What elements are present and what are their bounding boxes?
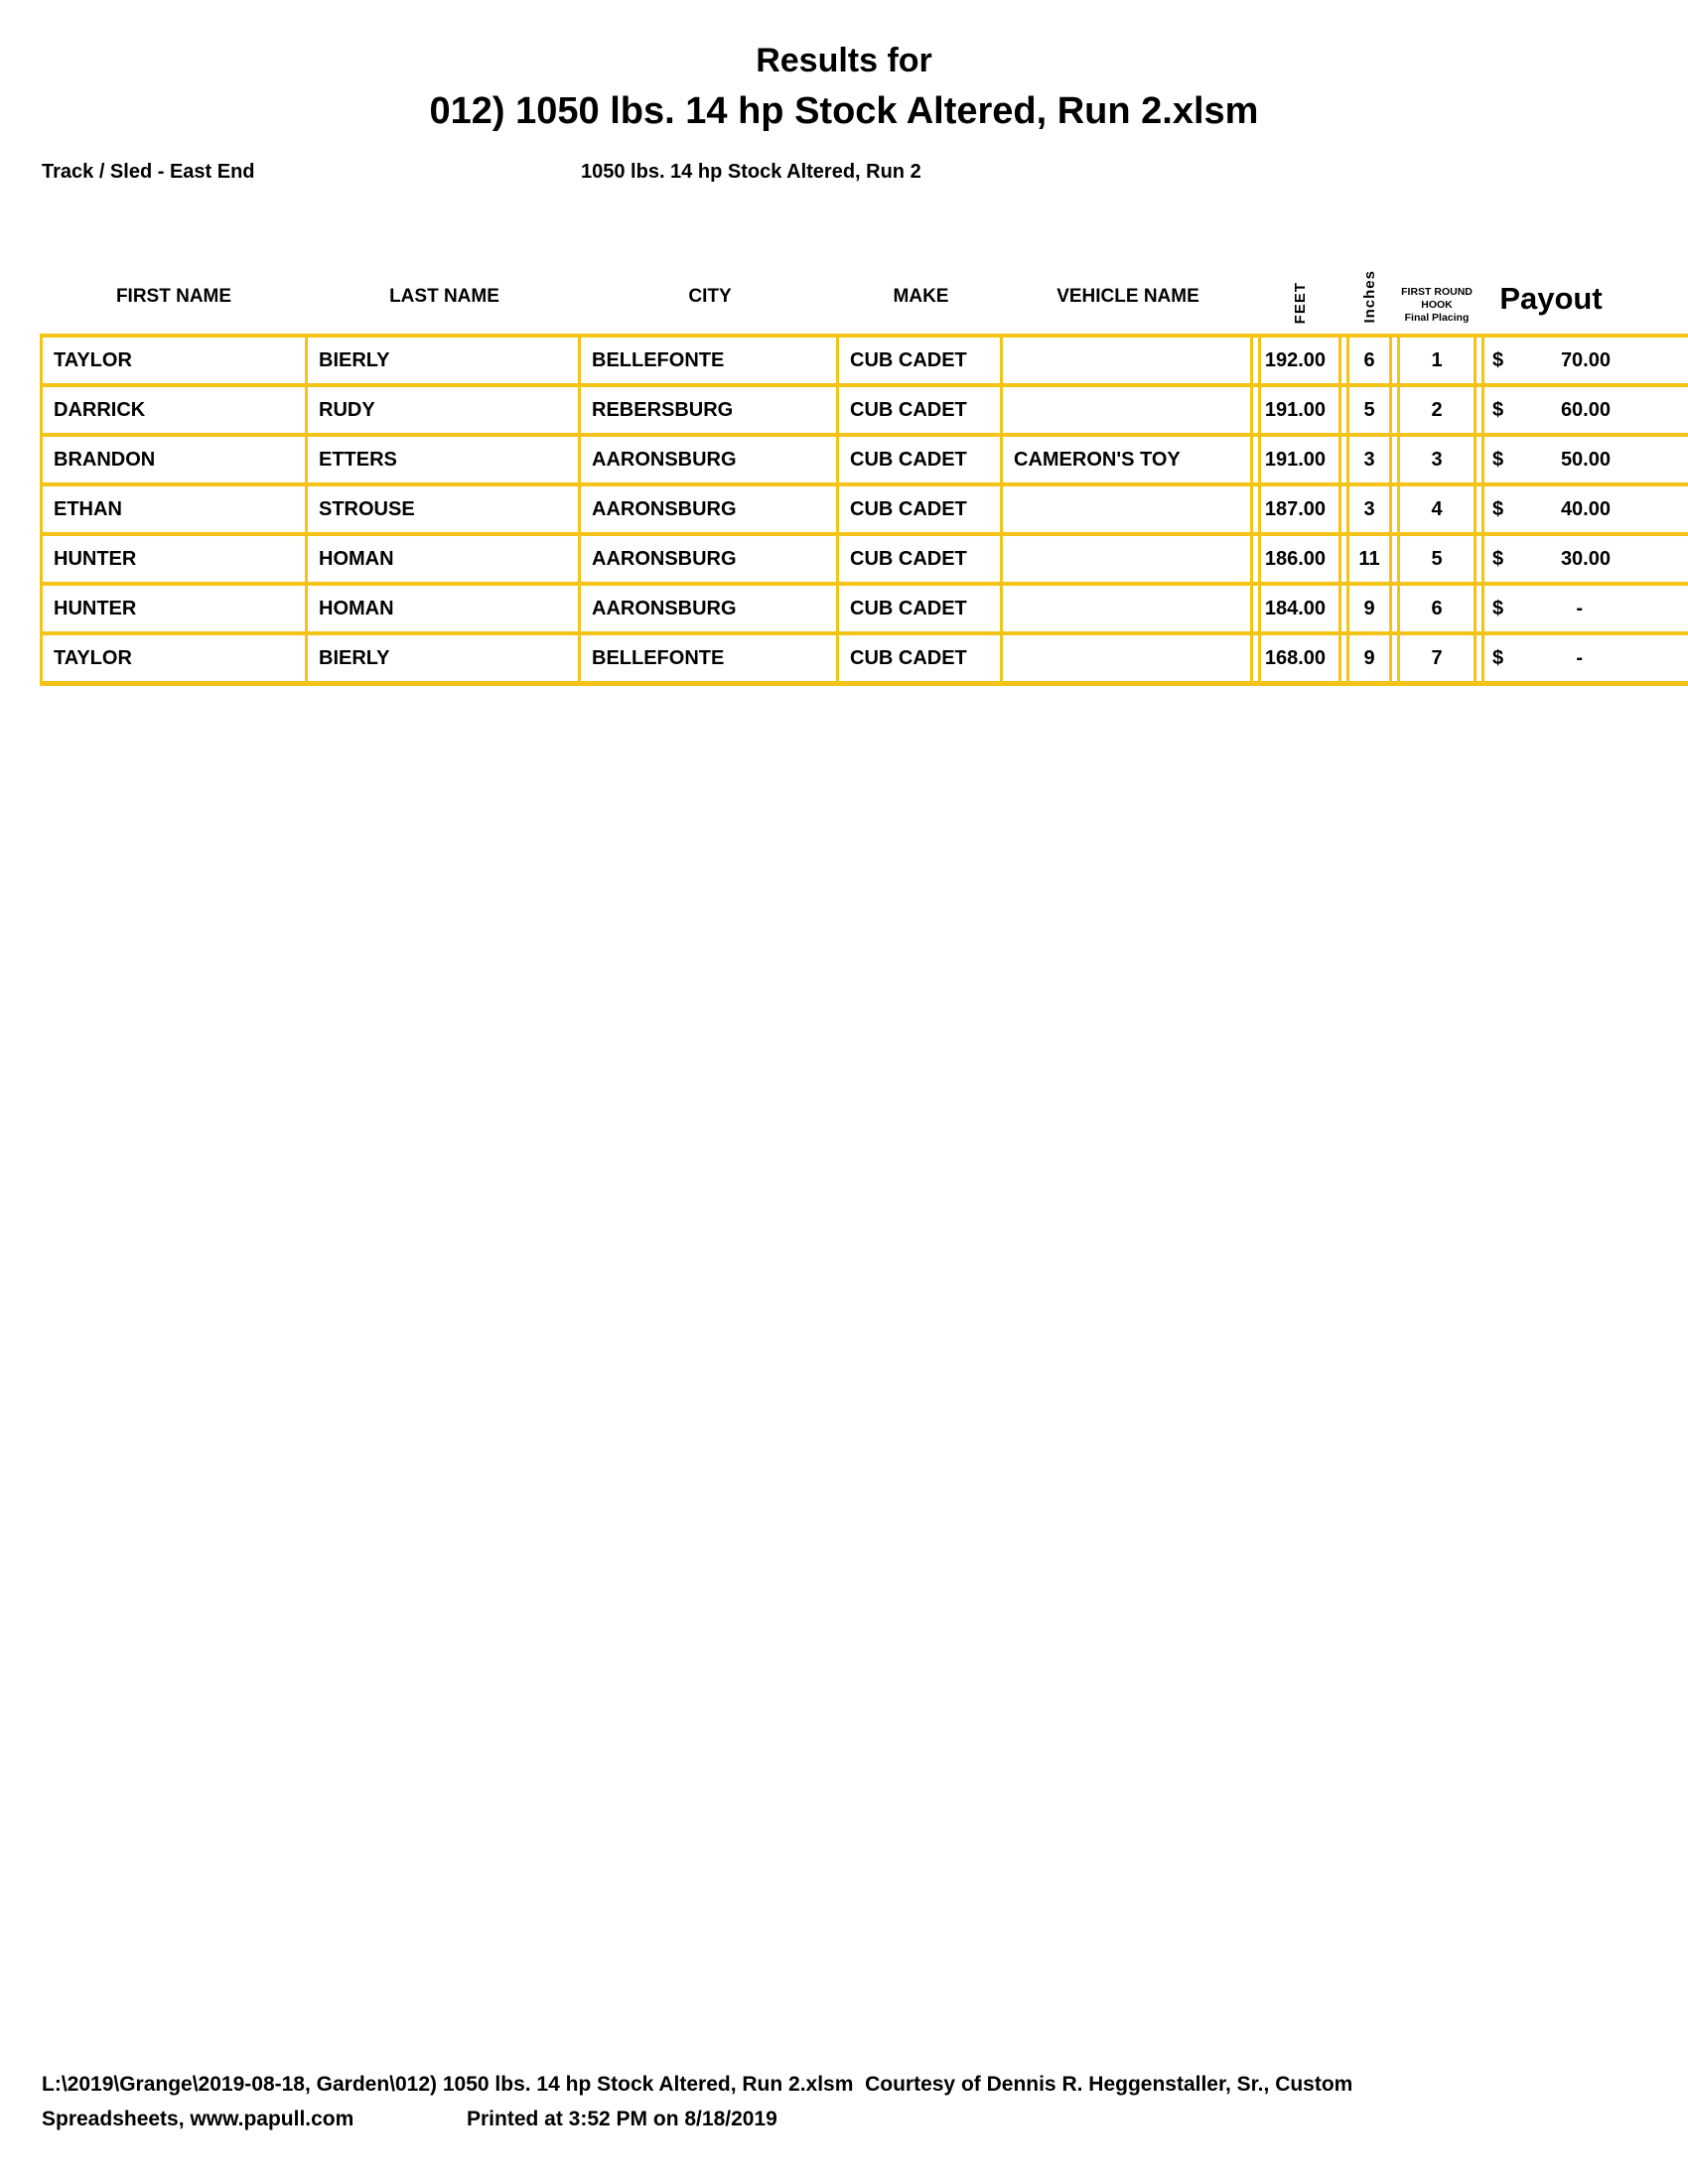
header-city: CITY (688, 286, 732, 307)
footer-website: Spreadsheets, www.papull.com (42, 2108, 354, 2130)
table-row (40, 334, 1688, 387)
city-cell: BELLEFONTE (581, 635, 839, 681)
payout-cell (1481, 387, 1620, 433)
city-cell: AARONSBURG (581, 437, 839, 482)
inches-cell: 9 (1346, 635, 1392, 681)
payout-amount: 30.00 (1560, 547, 1611, 570)
first-name-cell: ETHAN (40, 486, 308, 532)
feet-cell: 191.00 (1258, 387, 1341, 433)
feet-cell: 192.00 (1258, 338, 1341, 383)
city-cell: BELLEFONTE (581, 338, 839, 383)
payout-amount: 60.00 (1560, 398, 1611, 421)
currency-symbol: $ (1492, 448, 1504, 471)
make-cell: CUB CADET (839, 486, 1003, 532)
inches-cell: 5 (1346, 387, 1392, 433)
vehicle-name-cell (1003, 338, 1253, 383)
feet-cell: 184.00 (1258, 586, 1341, 631)
header-payout: Payout (1499, 281, 1603, 316)
page-title: Results for (756, 42, 932, 79)
payout-amount: 40.00 (1560, 497, 1611, 520)
first-name-cell: HUNTER (40, 586, 308, 631)
vehicle-name-cell (1003, 586, 1253, 631)
table-row (40, 486, 1688, 536)
make-cell: CUB CADET (839, 635, 1003, 681)
city-cell: AARONSBURG (581, 536, 839, 582)
last-name-cell: ETTERS (308, 437, 581, 482)
payout-amount: 70.00 (1560, 348, 1611, 371)
feet-cell: 186.00 (1258, 536, 1341, 582)
city-cell: REBERSBURG (581, 387, 839, 433)
first-name-cell: BRANDON (40, 437, 308, 482)
table-row (40, 635, 1688, 686)
make-cell: CUB CADET (839, 338, 1003, 383)
make-cell: CUB CADET (839, 536, 1003, 582)
table-row (40, 387, 1688, 437)
placing-cell: 5 (1397, 536, 1477, 582)
currency-symbol: $ (1492, 646, 1504, 669)
make-cell: CUB CADET (839, 437, 1003, 482)
table-row (40, 586, 1688, 635)
city-cell: AARONSBURG (581, 486, 839, 532)
inches-cell: 3 (1346, 437, 1392, 482)
payout-cell (1481, 486, 1620, 532)
results-table (40, 334, 1688, 686)
payout-cell (1481, 338, 1620, 383)
vehicle-name-cell: CAMERON'S TOY (1003, 437, 1253, 482)
inches-cell: 3 (1346, 486, 1392, 532)
make-cell: CUB CADET (839, 387, 1003, 433)
table-header-row (40, 189, 1688, 334)
currency-symbol: $ (1492, 597, 1504, 619)
placing-cell: 3 (1397, 437, 1477, 482)
header-inches-label: Inches (1360, 270, 1378, 324)
payout-cell (1481, 536, 1620, 582)
last-name-cell: HOMAN (308, 536, 581, 582)
currency-symbol: $ (1492, 497, 1504, 520)
currency-symbol: $ (1492, 398, 1504, 421)
footer (42, 2071, 1630, 2134)
header-last-name: LAST NAME (389, 286, 499, 307)
vehicle-name-cell (1003, 387, 1253, 433)
track-sled-label: Track / Sled - East End (42, 161, 255, 183)
header-hook-line3: Final Placing (1404, 312, 1470, 324)
placing-cell: 7 (1397, 635, 1477, 681)
header-first-round-hook (1397, 286, 1477, 334)
header-hook-line1: FIRST ROUND (1401, 286, 1473, 298)
class-label: 1050 lbs. 14 hp Stock Altered, Run 2 (581, 161, 921, 183)
first-name-cell: TAYLOR (40, 635, 308, 681)
placing-cell: 1 (1397, 338, 1477, 383)
meta-row (0, 161, 1688, 189)
header-make: MAKE (893, 286, 949, 307)
header-hook-text (1401, 286, 1473, 325)
header-first-name: FIRST NAME (115, 286, 232, 307)
last-name-cell: BIERLY (308, 338, 581, 383)
footer-path-courtesy: L:\2019\Grange\2019-08-18, Garden\012) 1050 lbs. 14 hp Stock Altered, Run 2.xlsm Courtesy of Dennis R. Heggenstaller, Sr., Custom (42, 2073, 1353, 2096)
table-row (40, 437, 1688, 486)
last-name-cell: HOMAN (308, 586, 581, 631)
feet-cell: 191.00 (1258, 437, 1341, 482)
header-feet-label: FEET (1291, 281, 1309, 324)
payout-cell (1481, 586, 1620, 631)
page-subtitle-filename: 012) 1050 lbs. 14 hp Stock Altered, Run 2.xlsm (429, 90, 1259, 132)
payout-amount: 50.00 (1560, 448, 1611, 471)
first-name-cell: TAYLOR (40, 338, 308, 383)
city-cell: AARONSBURG (581, 586, 839, 631)
inches-cell: 11 (1346, 536, 1392, 582)
last-name-cell: RUDY (308, 387, 581, 433)
make-cell: CUB CADET (839, 586, 1003, 631)
vehicle-name-cell (1003, 635, 1253, 681)
footer-printed-timestamp: Printed at 3:52 PM on 8/18/2019 (467, 2108, 777, 2130)
header-feet (1258, 282, 1341, 334)
first-name-cell: HUNTER (40, 536, 308, 582)
last-name-cell: BIERLY (308, 635, 581, 681)
last-name-cell: STROUSE (308, 486, 581, 532)
header-hook-line2: HOOK (1421, 299, 1453, 311)
header-inches (1346, 270, 1392, 334)
inches-cell: 9 (1346, 586, 1392, 631)
feet-cell: 168.00 (1258, 635, 1341, 681)
placing-cell: 4 (1397, 486, 1477, 532)
currency-symbol: $ (1492, 348, 1504, 371)
placing-cell: 6 (1397, 586, 1477, 631)
title-block (0, 0, 1688, 135)
payout-cell (1481, 437, 1620, 482)
currency-symbol: $ (1492, 547, 1504, 570)
footer-line2 (42, 2108, 1630, 2134)
vehicle-name-cell (1003, 536, 1253, 582)
placing-cell: 2 (1397, 387, 1477, 433)
table-row (40, 536, 1688, 586)
vehicle-name-cell (1003, 486, 1253, 532)
header-vehicle-name: VEHICLE NAME (1056, 286, 1199, 307)
payout-amount: - (1576, 646, 1583, 669)
payout-cell (1481, 635, 1620, 681)
feet-cell: 187.00 (1258, 486, 1341, 532)
payout-amount: - (1576, 597, 1583, 619)
first-name-cell: DARRICK (40, 387, 308, 433)
inches-cell: 6 (1346, 338, 1392, 383)
